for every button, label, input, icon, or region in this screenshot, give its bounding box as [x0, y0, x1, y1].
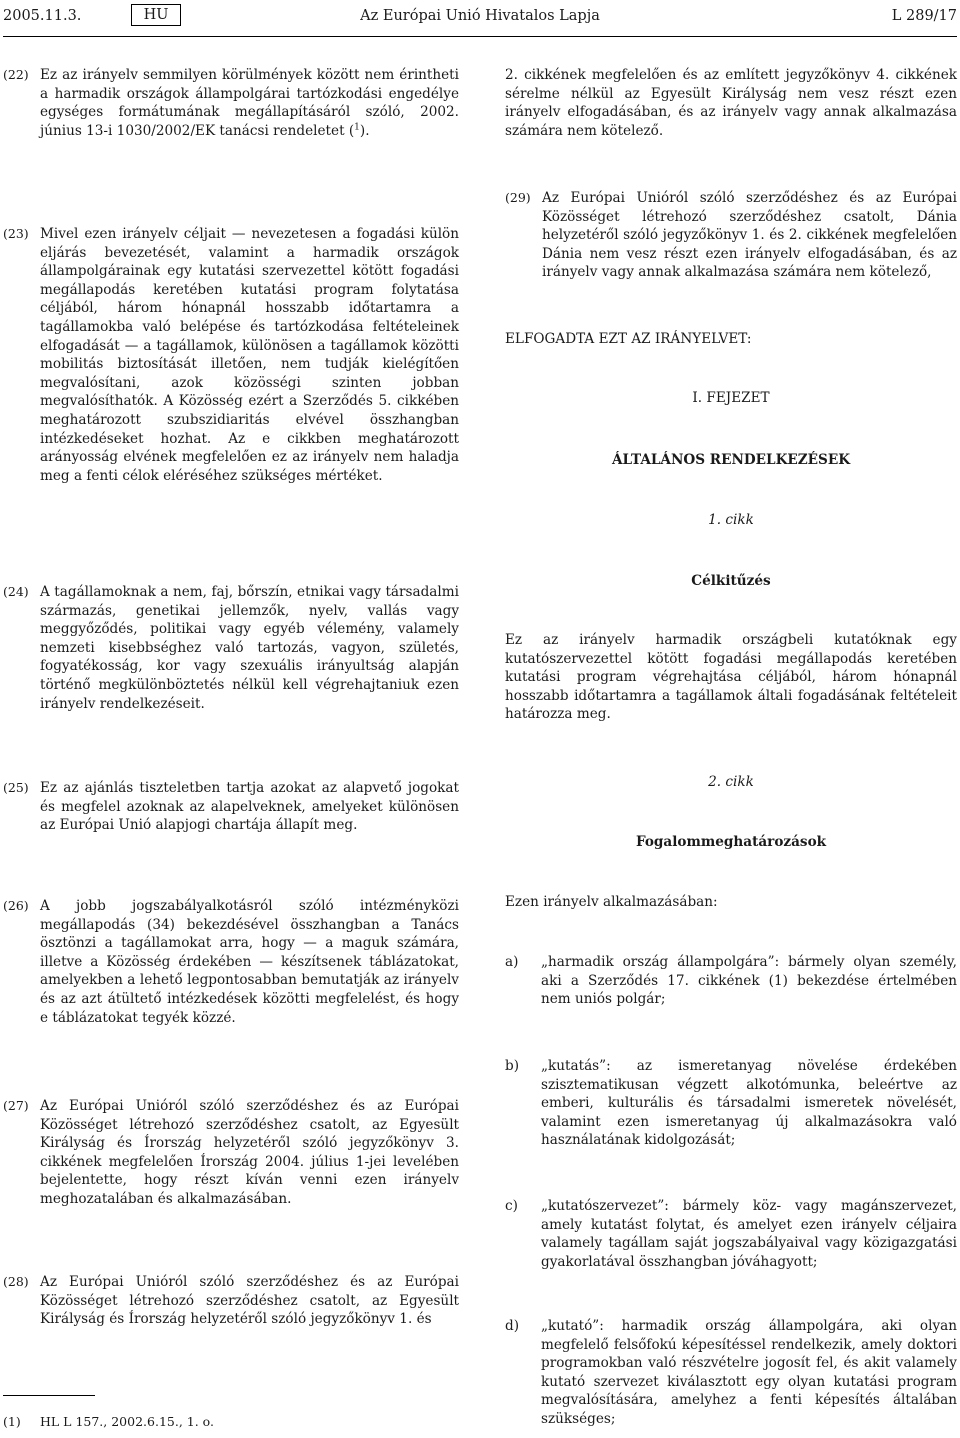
footnote-text: HL L 157., 2002.6.15., 1. o. — [40, 1414, 214, 1429]
recital-23 — [3, 225, 459, 485]
recital-text: Ez az irányelv semmilyen körülmények között nem érintheti a harmadik országok állampolgárai tartózkodási engedélye egységes formátumának megállapításáról szóló, 2002. június 13-i 1030/2002/EK tanácsi rendeletet ($^1$). — [40, 67, 459, 139]
chapter-number: I. FEJEZET — [692, 390, 770, 406]
footnote-rule — [3, 1395, 95, 1396]
chapter-title: ÁLTALÁNOS RENDELKEZÉSEK — [611, 452, 851, 468]
definition-c — [505, 1197, 957, 1271]
recital-number: (28) — [3, 1274, 29, 1289]
adopted-statement: ELFOGADTA EZT AZ IRÁNYELVET: — [505, 331, 752, 347]
recital-number: (27) — [3, 1098, 29, 1113]
recital-28 — [3, 1273, 459, 1329]
recital-text: A jobb jogszabályalkotásról szóló intézményközi megállapodás (34) bekezdésével összhangban a Tanács ösztönzi a tagállamokat arra, hogy — a maguk számára, illetve a Közösség érdekében — készítsenek táblázatokat, amelyekben a lehető legpontosabban bemutatják az irányelv és az azt átültető intézkedések közötti megfelelést, és hogy e táblázatokat tegyék közzé. — [40, 898, 459, 1026]
article-1-title: Célkitűzés — [691, 573, 771, 589]
article-1-number: 1. cikk — [708, 512, 754, 528]
definition-text: „kutató”: harmadik ország állampolgára, aki olyan megfelelő felsőfokú képesítéssel rendelkezik, amely doktori programokban való részvételre jogosít fel, és akit valamely kutató szervezet kiválasztott egy olyan kutatási program megvalósítására, amelyhez a fenti képesítés általában szükséges; — [541, 1318, 957, 1427]
article-2-number: 2. cikk — [708, 774, 754, 790]
page-number: L 289/17 — [891, 8, 957, 24]
definition-b — [505, 1057, 957, 1150]
recital-text: Az Európai Unióról szóló szerződéshez és az Európai Közösséget létrehozó szerződéshez csatolt, az Egyesült Királyság és Írország helyzetéről szóló jegyzőkönyv 1. és — [40, 1274, 459, 1328]
article-2-intro: Ezen irányelv alkalmazásában: — [505, 894, 718, 910]
article-2-title: Fogalommeghatározások — [635, 834, 827, 850]
publication-date: 2005.11.3. — [3, 8, 82, 24]
definition-d — [505, 1317, 957, 1429]
recital-text: Ez az ajánlás tiszteletben tartja azokat az alapvető jogokat és megfelel azoknak az alapelveknek, amelyeket különösen az Európai Unió alapjogi chartája állapít meg. — [40, 780, 459, 834]
recital-26 — [3, 897, 459, 1027]
footnote-ref[interactable]: 1 — [354, 122, 360, 133]
recital-text: Az Európai Unióról szóló szerződéshez és az Európai Közösséget létrehozó szerződéshez csatolt, Dánia helyzetéről szóló jegyzőkönyv 1. és 2. cikkének megfelelően Dánia nem vesz részt ezen irányelv elfogadásában, és az irányelv vagy annak alkalmazása számára nem kötelező, — [542, 190, 957, 281]
recital-number: (22) — [3, 67, 29, 82]
recital-22 — [3, 66, 459, 140]
recital-25 — [3, 779, 459, 835]
recital-number: (26) — [3, 898, 29, 913]
definition-label: b) — [505, 1058, 520, 1074]
footnote — [3, 1413, 459, 1432]
recital-28-continued: 2. cikkének megfelelően és az említett jegyzőkönyv 4. cikkének sérelme nélkül az Egyesült Királyság nem vesz részt ezen irányelv elfogadásában, és az irányelv vagy annak alkalmazása számára nem kötelező. — [505, 67, 957, 139]
recital-24 — [3, 583, 459, 713]
definition-label: d) — [505, 1318, 520, 1334]
footnote-mark: (1) — [3, 1414, 21, 1429]
language-badge: HU — [131, 4, 181, 26]
definition-text: „kutatás”: az ismeretanyag növelése érdekében szisztematikusan végzett alkotómunka, beleértve az emberi, kulturális és társadalmi ismeretek növelését, valamint ezen ismeretanyag új alkalmazásokra való használatának kidolgozását; — [541, 1058, 957, 1149]
header-rule — [3, 36, 957, 37]
page-header — [0, 4, 960, 28]
definition-text: „harmadik ország állampolgára”: bármely olyan személy, aki a Szerződés 17. cikkének (1) bekezdése értelmében nem uniós polgár; — [541, 954, 957, 1008]
recital-number: (24) — [3, 584, 29, 599]
definition-label: a) — [505, 954, 519, 970]
article-1-text: Ez az irányelv harmadik országbeli kutatóknak egy kutatószervezettel kötött fogadási megállapodás keretében kutatási program végrehajtása céljából, három hónapnál hosszabb időtartamra a tagállamok általi fogadásának feltételeit határozza meg. — [505, 632, 957, 723]
recital-number: (23) — [3, 226, 29, 241]
recital-29 — [505, 189, 957, 282]
definition-text: „kutatószervezet”: bármely köz- vagy magánszervezet, amely kutatást folytat, és amelyet ezen irányelv céljaira valamely tagállam saját jogszabályaival vagy közigazgatási gyakorlatával összhangban jóváhagyott; — [541, 1198, 957, 1270]
recital-27 — [3, 1097, 459, 1209]
recital-text: Az Európai Unióról szóló szerződéshez és az Európai Közösséget létrehozó szerződéshez csatolt, az Egyesült Királyság és Írország helyzetéről szóló jegyzőkönyv 3. cikkének megfelelően Írország 2004. július 1-jei levelében bejelentette, hogy részt kíván venni ezen irányelv meghozatalában és alkalmazásában. — [40, 1098, 459, 1207]
definition-a — [505, 953, 957, 1009]
definition-label: c) — [505, 1198, 518, 1214]
recital-number: (25) — [3, 780, 29, 795]
journal-title: Az Európai Unió Hivatalos Lapja — [360, 8, 600, 24]
recital-number: (29) — [505, 190, 531, 205]
recital-text: A tagállamoknak a nem, faj, bőrszín, etnikai vagy társadalmi származás, genetikai jellemzők, nyelv, vallás vagy meggyőződés, politikai vagy egyéb vélemény, valamely nemzeti kisebbséghez való tartozás, vagyon, születés, fogyatékosság, kor vagy szexuális irányultság alapján történő megkülönböztetés nélkül kell végrehajtaniuk ezen irányelv rendelkezéseit. — [40, 584, 459, 712]
recital-text: Mivel ezen irányelv céljait — nevezetesen a fogadási külön eljárás bevezetését, valamint a harmadik országok állampolgárainak egy kutatási szervezettel kötött fogadási megállapodás keretében kutatási program folytatása céljából, három hónapnál hosszabb időtartamra a tagállamokba való belépése és tartózkodása feltételeinek elfogadását — a tagállamok, különösen a tagállamok közötti mobilitás biztosítását illetően, nem tudják kielégítően megvalósítani, azok közösségi szinten jobban megvalósíthatók. A Közösség ezért a Szerződés 5. cikkében meghatározott szubszidiaritás elvével összhangban intézkedéseket hozhat. Az e cikkben meghatározott arányosság elvének megfelelően ez az irányelv nem haladja meg a fenti célok eléréséhez szükséges mértéket. — [40, 226, 459, 484]
